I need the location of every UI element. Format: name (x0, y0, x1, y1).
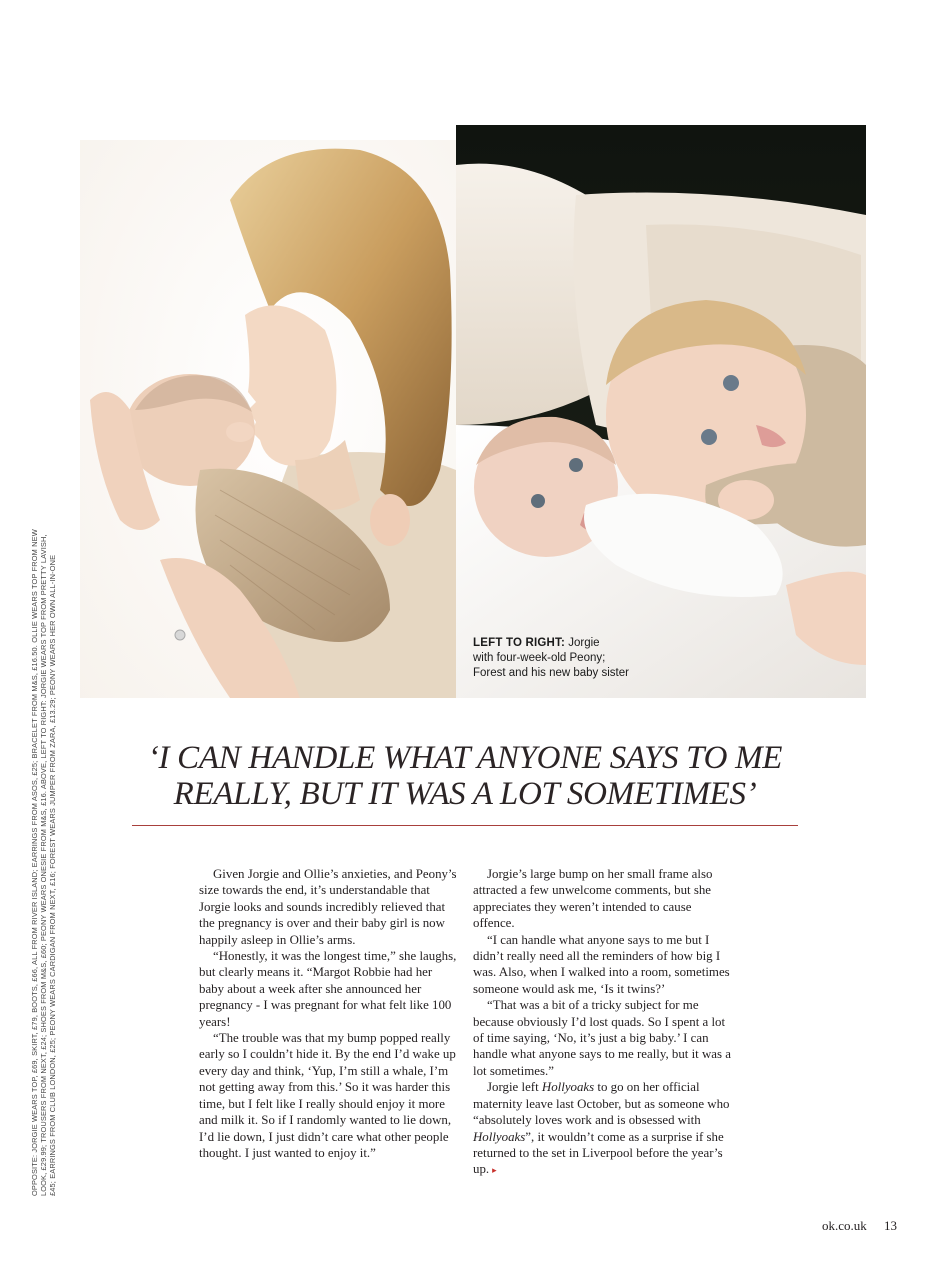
article-paragraph-final (473, 1079, 735, 1178)
site-url: ok.co.uk (821, 1218, 867, 1233)
text-run: to go on her official maternity leave last October, but as someone who “absolutely loves work and is obsessed with (473, 1080, 730, 1128)
credits-line-1: OPPOSITE: JORGIE WEARS TOP, £69, SKIRT, £79, BOOTS, £66, ALL FROM RIVER ISLAND; EARRINGS FROM ASOS, £25; BRACELET FROM M&S, £16.50. OLLIE WEARS TOP FROM NEW (30, 529, 39, 1196)
photo-caption (473, 636, 673, 681)
article-paragraph: “That was a bit of a tricky subject for me because obviously I’d lost quads. So I spent a lot of time saying, ‘No, it’s just a big baby.’ I can handle what anyone says to me really, but it was a lot sometimes.” (473, 998, 731, 1078)
end-of-article-icon: ▸ (492, 1165, 497, 1176)
show-title: Hollyoaks (473, 1129, 526, 1144)
clothing-credits (30, 456, 57, 1196)
credits-line-2: LOOK, £29.99; TROUSERS FROM NEXT, £24; SHOES FROM M&S, £60; PEONY WEARS ONESIE FROM M&S, £16. ABOVE, LEFT TO RIGHT: JORGIE WEARS TOP FROM PRETTY LAVISH, (39, 534, 48, 1196)
caption-line-3: Forest and his new baby sister (473, 667, 629, 679)
pull-quote-divider (132, 825, 798, 826)
credits-line-3: £45; EARRINGS FROM CLUB LONDON, £25; PEONY WEARS CARDIGAN FROM NEXT, £16; FOREST WEARS JUMPER FROM ZARA, £13.29; PEONY WEARS HER OWN ALL-IN-ONE (48, 554, 57, 1196)
show-title: Hollyoaks (541, 1080, 595, 1095)
article-paragraph: “I can handle what anyone says to me but I didn’t really need all the reminders of how big I was. Also, when I walked into a room, sometimes someone would ask me, ‘Is it twins?’ (473, 932, 730, 996)
pull-quote (130, 740, 800, 812)
article-column-2 (473, 866, 735, 1179)
toddler-and-newborn-on-bed-photo (456, 125, 866, 698)
article-paragraph: Given Jorgie and Ollie’s anxieties, and Peony’s size towards the end, it’s understandable that Jorgie looks and sounds incredibly relieved that the pregnancy is over and their baby girl is now happily asleep in Ollie’s arms. (199, 867, 457, 947)
page-number: 13 (884, 1218, 897, 1233)
pull-quote-line-1: ‘I CAN HANDLE WHAT ANYONE SAYS TO ME (147, 740, 783, 776)
text-run: Jorgie left (487, 1080, 542, 1095)
page-footer (822, 1218, 897, 1234)
mother-cradling-newborn-photo (80, 140, 456, 698)
text-run: ”, it wouldn’t come as a surprise if she returned to the set in Liverpool before the year’s up. (473, 1129, 724, 1177)
caption-line-1: Jorgie (568, 637, 600, 649)
article-paragraph: “Honestly, it was the longest time,” she laughs, but clearly means it. “Margot Robbie had her baby about a week after she announced her pregnancy - I was pregnant for what felt like 100 years! (199, 949, 457, 1029)
caption-line-2: with four-week-old Peony; (473, 652, 606, 664)
pull-quote-line-2: REALLY, BUT IT WAS A LOT SOMETIMES’ (173, 776, 757, 812)
article-column-1 (199, 866, 457, 1161)
article-paragraph: “The trouble was that my bump popped really early so I couldn’t hide it. By the end I’d wake up every day and think, ‘Yup, I’m still a whale, I’m not getting away from this.’ So it was harder this time, but I felt like I really should enjoy it more and milk it. So if I randomly wanted to lie down, I’d lie down, I just didn’t care what other people thought. I just wanted to enjoy it.” (199, 1031, 456, 1160)
article-paragraph: Jorgie’s large bump on her small frame also attracted a few unwelcome comments, but she appreciates they weren’t intended to cause offence. (473, 867, 713, 931)
caption-label: LEFT TO RIGHT: (473, 637, 566, 649)
